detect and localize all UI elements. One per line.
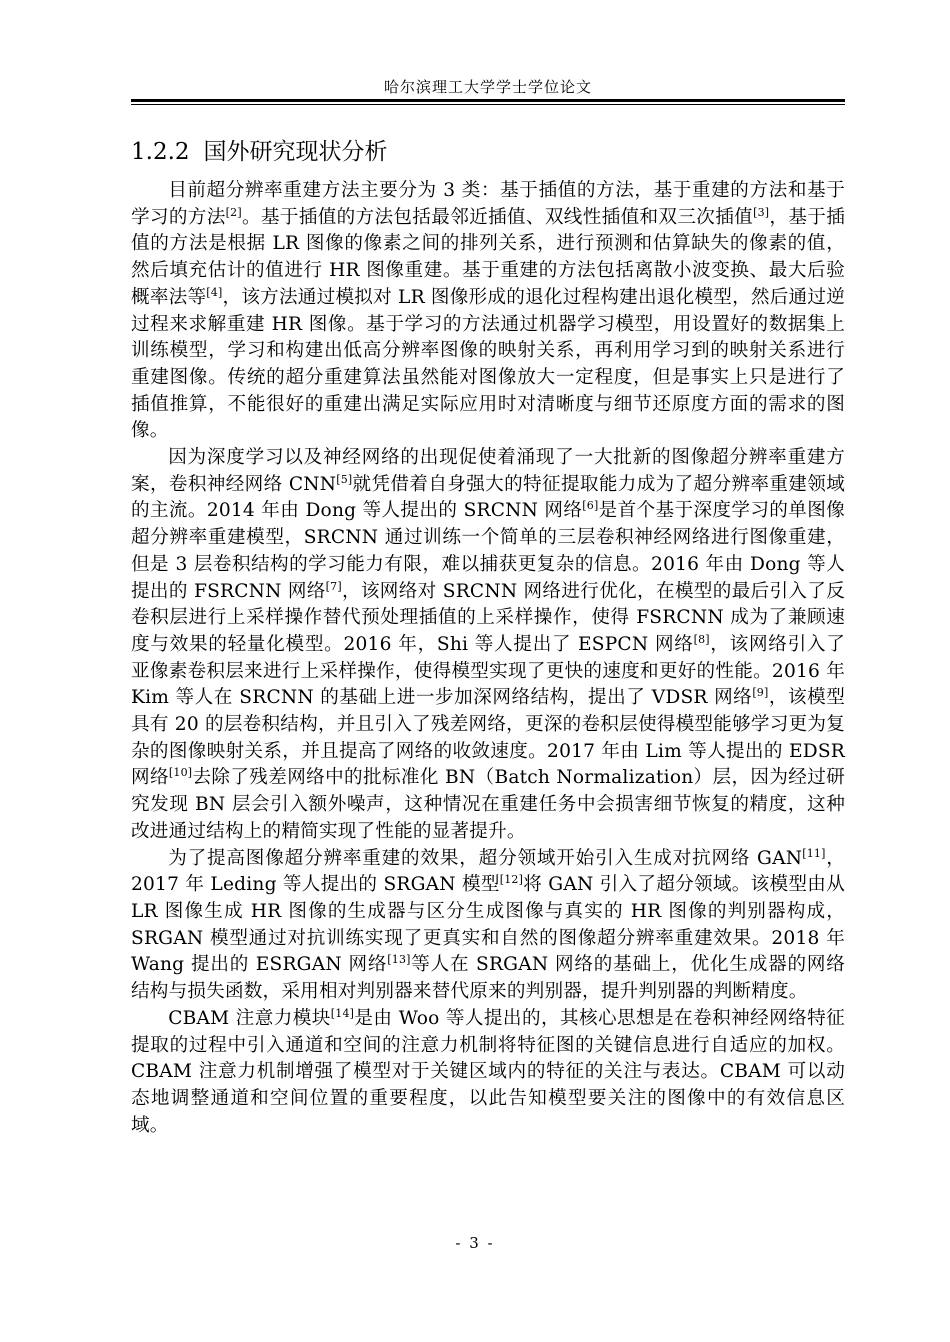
paragraph-text: ，2017 年 Leding 等人提出的 SRGAN 模型 xyxy=(131,847,845,896)
citation: [9] xyxy=(752,686,769,700)
citation: [12] xyxy=(499,873,524,887)
section-number: 1.2.2 xyxy=(131,139,190,165)
paragraph-text: 将 GAN 引入了超分领域。该模型由从 LR 图像生成 HR 图像的生成器与区分生成图像与真实的 HR 图像的判别器构成，SRGAN 模型通过对抗训练实现了更真实和自然的图像超分辨率重建效果。2018 年 Wang 提出的 ESRGAN 网络 xyxy=(131,874,845,976)
paragraph xyxy=(131,1006,845,1140)
paragraph-text: ，该网络引入了亚像素卷积层来进行上采样操作，使得模型实现了更快的速度和更好的性能。2016 年 Kim 等人在 SRCNN 的基础上进一步加深网络结构，提出了 VDSR 网络 xyxy=(131,633,846,709)
citation: [11] xyxy=(802,846,826,860)
citation: [6] xyxy=(582,499,599,513)
paragraph-text: 目前超分辨率重建方法主要分为 3 类：基于插值的方法，基于重建的方法和基于学习的方法 xyxy=(131,180,845,228)
paragraph-text: 就凭借着自身强大的特征提取能力成为了超分辨率重建领域的主流。2014 年由 Dong 等人提出的 SRCNN 网络 xyxy=(131,473,845,522)
page-number: - 3 - xyxy=(455,1234,495,1252)
page-header: 哈尔滨理工大学学士学位论文 xyxy=(383,78,592,96)
paragraph-text: 。基于插值的方法包括最邻近插值、双线性插值和双三次插值 xyxy=(241,206,754,228)
citation: [2] xyxy=(225,205,242,219)
citation: [5] xyxy=(336,472,353,486)
paragraph-text: 为了提高图像超分辨率重建的效果，超分领域开始引入生成对抗网络 GAN xyxy=(168,847,803,869)
paragraph-text: 是首个基于深度学习的单图像超分辨率重建模型，SRCNN 通过训练一个简单的三层卷积神经网络进行图像重建，但是 3 层卷积结构的学习能力有限，难以捕获更复杂的信息。2016 年由 Dong 等人提出的 FSRCNN 网络 xyxy=(131,500,845,602)
section-title: 国外研究现状分析 xyxy=(203,139,388,165)
citation: [13] xyxy=(387,953,411,967)
citation: [14] xyxy=(330,1006,355,1020)
header-rule-thin xyxy=(131,104,845,105)
header-rule-thick xyxy=(131,99,845,102)
citation: [10] xyxy=(168,766,193,780)
paragraph-text: ，该模型具有 20 的层卷积结构，并且引入了残差网络，更深的卷积层使得模型能够学习更为复杂的图像映射关系，并且提高了网络的收敛速度。2017 年由 Lim 等人提出的 EDSR 网络 xyxy=(131,687,845,789)
paragraph-text: ，该方法通过模拟对 LR 图像形成的退化过程构建出退化模型，然后通过逆过程来求解重建 HR 图像。基于学习的方法通过机器学习模型，用设置好的数据集上训练模型，学习和构建出低高分辨率图像的映射关系，再利用学习到的映射关系进行重建图像。传统的超分重建算法虽然能对图像放大一定程度，但是事实上只是进行了插值推算，不能很好的重建出满足实际应用时对清晰度与细节还原度方面的需求的图像。 xyxy=(131,286,845,442)
paragraph xyxy=(131,178,845,445)
paragraph-text: 等人在 SRGAN 网络的基础上，优化生成器的网络结构与损失函数，采用相对判别器来替代原来的判别器，提升判别器的判断精度。 xyxy=(131,954,845,1003)
paragraph-text: ，该网络对 SRCNN 网络进行优化，在模型的最后引入了反卷积层进行上采样操作替代预处理插值的上采样操作，使得 FSRCNN 成为了兼顾速度与效果的轻量化模型。2016 年，Shi 等人提出了 ESPCN 网络 xyxy=(131,580,845,655)
body-text xyxy=(131,178,845,1139)
citation: [7] xyxy=(325,579,342,593)
paragraph xyxy=(131,445,845,846)
citation: [8] xyxy=(693,632,710,646)
paragraph-text: 是由 Woo 等人提出的，其核心思想是在卷积神经网络特征提取的过程中引入通道和空间的注意力机制将特征图的关键信息进行自适应的加权。CBAM 注意力机制增强了模型对于关键区域内的特征的关注与表达。CBAM 可以动态地调整通道和空间位置的重要程度，以此告知模型要关注的图像中的有效信息区域。 xyxy=(131,1007,845,1136)
paragraph-text: 因为深度学习以及神经网络的出现促使着涌现了一大批新的图像超分辨率重建方案，卷积神经网络 CNN xyxy=(131,447,845,495)
paragraph xyxy=(131,846,845,1006)
paragraph-text: ，基于插值的方法是根据 LR 图像的像素之间的排列关系，进行预测和估算缺失的像素的值，然后填充估计的值进行 HR 图像重建。基于重建的方法包括离散小波变换、最大后验概率法等 xyxy=(131,206,845,308)
citation: [3] xyxy=(753,205,770,219)
paragraph-text: CBAM 注意力模块 xyxy=(168,1007,331,1029)
section-heading xyxy=(131,133,388,166)
paragraph-text: 去除了残差网络中的批标准化 BN（Batch Normalization）层，因为经过研究发现 BN 层会引入额外噪声，这种情况在重建任务中会损害细节恢复的精度，这种改进通过结构上的精简实现了性能的显著提升。 xyxy=(131,767,845,842)
citation: [4] xyxy=(206,285,223,299)
